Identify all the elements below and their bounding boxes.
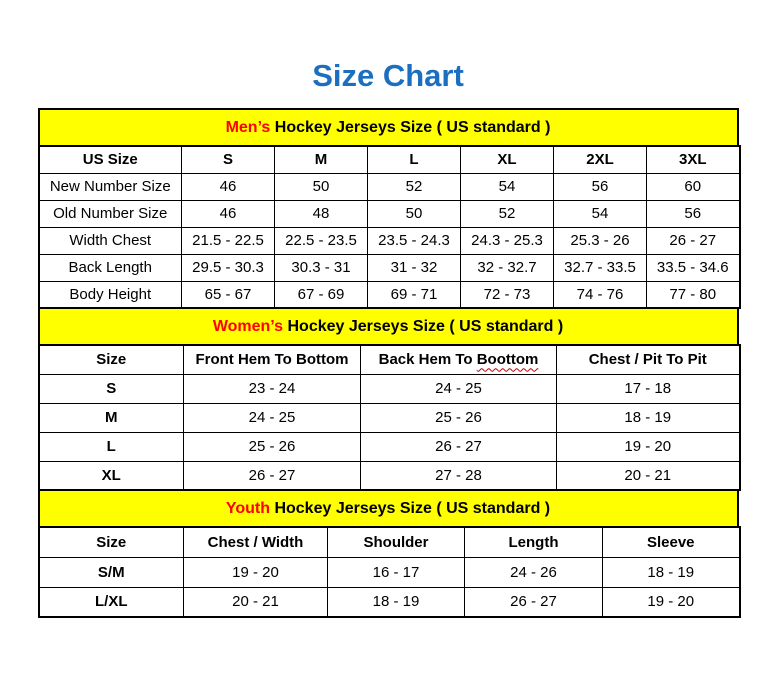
data-cell: 24 - 25 [184, 403, 361, 432]
mens-band-rest: Hockey Jerseys Size ( US standard ) [270, 119, 551, 136]
data-cell: 31 - 32 [368, 254, 461, 281]
data-cell: 46 [182, 200, 275, 227]
data-cell: 30.3 - 31 [275, 254, 368, 281]
data-cell: 46 [182, 173, 275, 200]
youth-band-highlight: Youth [225, 500, 270, 517]
data-cell: 50 [368, 200, 461, 227]
table-row [39, 374, 740, 403]
row-label: L/XL [39, 587, 184, 617]
data-cell: 18 - 19 [557, 403, 740, 432]
data-cell: 20 - 21 [557, 461, 740, 490]
data-cell: 20 - 21 [184, 587, 328, 617]
data-cell: 23.5 - 24.3 [368, 227, 461, 254]
data-cell: 23 - 24 [184, 374, 361, 403]
row-label: Body Height [39, 281, 182, 308]
row-label: Back Length [39, 254, 182, 281]
data-cell: 77 - 80 [647, 281, 740, 308]
data-cell: 72 - 73 [461, 281, 554, 308]
data-cell: 54 [554, 200, 647, 227]
data-cell: 22.5 - 23.5 [275, 227, 368, 254]
header-text: Back Hem To [378, 351, 477, 369]
table-row [39, 281, 740, 308]
header-cell [361, 345, 557, 374]
data-cell: 26 - 27 [465, 587, 603, 617]
womens-header-row [39, 345, 740, 374]
row-label: Old Number Size [39, 200, 182, 227]
row-label: Width Chest [39, 227, 182, 254]
data-cell: 25.3 - 26 [554, 227, 647, 254]
data-cell: 26 - 27 [361, 432, 557, 461]
data-cell: 33.5 - 34.6 [647, 254, 740, 281]
header-cell: Size [39, 345, 184, 374]
youth-header-row [39, 527, 740, 557]
mens-section [38, 108, 739, 309]
header-cell: S [182, 146, 275, 173]
youth-section [38, 489, 739, 618]
header-cell: 2XL [554, 146, 647, 173]
data-cell: 18 - 19 [603, 557, 740, 587]
data-cell: 32 - 32.7 [461, 254, 554, 281]
data-cell: 19 - 20 [557, 432, 740, 461]
data-cell: 18 - 19 [328, 587, 465, 617]
data-cell: 56 [647, 200, 740, 227]
misspelled-word-squiggle: Boottom [476, 351, 539, 369]
data-cell: 32.7 - 33.5 [554, 254, 647, 281]
table-row [39, 200, 740, 227]
header-cell: Size [39, 527, 184, 557]
data-cell: 24 - 26 [465, 557, 603, 587]
table-row [39, 173, 740, 200]
data-cell: 26 - 27 [647, 227, 740, 254]
row-label: S/M [39, 557, 184, 587]
mens-band-highlight: Men’s [225, 119, 271, 136]
data-cell: 21.5 - 22.5 [182, 227, 275, 254]
data-cell: 29.5 - 30.3 [182, 254, 275, 281]
data-cell: 52 [461, 200, 554, 227]
data-cell: 25 - 26 [184, 432, 361, 461]
table-row [39, 254, 740, 281]
data-cell: 56 [554, 173, 647, 200]
data-cell: 48 [275, 200, 368, 227]
data-cell: 74 - 76 [554, 281, 647, 308]
table-row [39, 403, 740, 432]
youth-size-table [38, 526, 741, 618]
data-cell: 19 - 20 [184, 557, 328, 587]
data-cell: 24.3 - 25.3 [461, 227, 554, 254]
data-cell: 69 - 71 [368, 281, 461, 308]
header-cell: Chest / Pit To Pit [557, 345, 740, 374]
data-cell: 67 - 69 [275, 281, 368, 308]
size-chart-page [38, 0, 739, 618]
table-row [39, 557, 740, 587]
row-label: New Number Size [39, 173, 182, 200]
header-cell: XL [461, 146, 554, 173]
table-row [39, 461, 740, 490]
header-cell: 3XL [647, 146, 740, 173]
mens-header-row [39, 146, 740, 173]
header-cell: Chest / Width [184, 527, 328, 557]
data-cell: 19 - 20 [603, 587, 740, 617]
mens-band [38, 108, 739, 147]
header-cell: Length [465, 527, 603, 557]
womens-band-highlight: Women’s [212, 318, 284, 335]
data-cell: 16 - 17 [328, 557, 465, 587]
header-cell: Front Hem To Bottom [184, 345, 361, 374]
womens-size-table [38, 344, 741, 491]
womens-section [38, 307, 739, 491]
table-row [39, 432, 740, 461]
data-cell: 25 - 26 [361, 403, 557, 432]
womens-band [38, 307, 739, 346]
table-row [39, 587, 740, 617]
data-cell: 50 [275, 173, 368, 200]
data-cell: 27 - 28 [361, 461, 557, 490]
row-label: M [39, 403, 184, 432]
row-label: L [39, 432, 184, 461]
header-cell: Shoulder [328, 527, 465, 557]
header-cell: M [275, 146, 368, 173]
youth-band [38, 489, 739, 528]
page-title: Size Chart [312, 58, 464, 93]
row-label: XL [39, 461, 184, 490]
data-cell: 26 - 27 [184, 461, 361, 490]
header-cell: Sleeve [603, 527, 740, 557]
row-label: S [39, 374, 184, 403]
header-cell: L [368, 146, 461, 173]
header-cell: US Size [39, 146, 182, 173]
data-cell: 52 [368, 173, 461, 200]
data-cell: 17 - 18 [557, 374, 740, 403]
data-cell: 54 [461, 173, 554, 200]
youth-band-rest: Hockey Jerseys Size ( US standard ) [270, 500, 551, 517]
data-cell: 60 [647, 173, 740, 200]
data-cell: 24 - 25 [361, 374, 557, 403]
womens-band-rest: Hockey Jerseys Size ( US standard ) [283, 318, 564, 335]
data-cell: 65 - 67 [182, 281, 275, 308]
table-row [39, 227, 740, 254]
mens-size-table [38, 145, 741, 309]
